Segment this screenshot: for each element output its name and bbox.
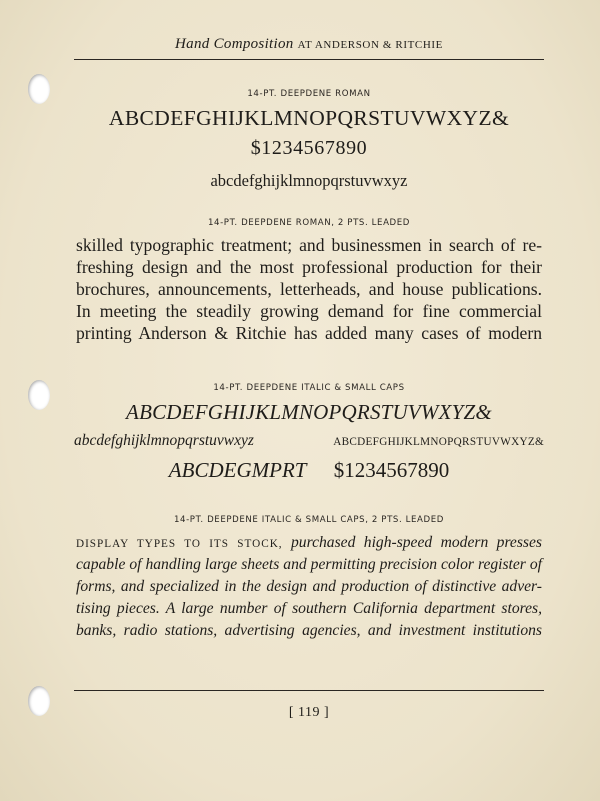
section1-lowercase: abcdefghijklmnopqrstuvwxyz: [210, 171, 408, 190]
running-head-title: Hand Composition: [175, 36, 294, 52]
section3-label: 14-PT. DEEPDENE ITALIC & SMALL CAPS: [213, 383, 405, 393]
section2-paragraph: [76, 234, 542, 344]
binder-hole-middle: [28, 380, 50, 410]
binder-hole-bottom: [28, 686, 50, 716]
paragraph-line: capable of handling large sheets and permitting precision color register of: [76, 556, 542, 573]
section3-row: [74, 432, 544, 450]
section3-small-caps: ABCDEFGHIJKLMNOPQRSTUVWXYZ&: [333, 436, 544, 448]
running-head: [74, 36, 544, 53]
paragraph-line: [76, 532, 542, 554]
paragraph-line: In meeting the steadily growing demand for fine commercial: [76, 301, 542, 321]
section3-italic-caps: ABCDEFGHIJKLMNOPQRSTUVWXYZ&: [126, 400, 492, 424]
section4-paragraph: [76, 532, 542, 642]
section4-label: 14-PT. DEEPDENE ITALIC & SMALL CAPS, 2 PTS. LEADED: [173, 515, 445, 525]
paragraph-line: forms, and specialized in the design and production of distinctive adver-: [76, 578, 542, 595]
paragraph-line: freshing design and the most professional production for their: [76, 257, 542, 277]
section3-italic-lowercase: abcdefghijklmnopqrstuvwxyz: [74, 432, 254, 449]
first-line-rest: purchased high-speed modern presses: [290, 534, 542, 551]
paragraph-line: printing Anderson & Ritchie has added many cases of modern: [76, 323, 542, 343]
lead-small-caps: DISPLAY TYPES TO ITS STOCK,: [76, 538, 283, 550]
section1-figures: $1234567890: [250, 137, 368, 159]
paragraph-line: brochures, announcements, letterheads, and house publications.: [76, 279, 542, 299]
running-head-caps: AT ANDERSON & RITCHIE: [297, 39, 443, 51]
page-number: [ 119 ]: [288, 705, 330, 720]
section3-swash-caps: ABCDEGMPRT: [168, 458, 307, 482]
section3-figures: $1234567890: [333, 458, 450, 482]
section3-swash-row: [74, 458, 544, 483]
paragraph-line: banks, radio stations, advertising agencies, and investment institutions: [76, 622, 542, 639]
section1-label: 14-PT. DEEPDENE ROMAN: [247, 89, 371, 99]
paragraph-line: skilled typographic treatment; and businessmen in search of re-: [76, 235, 542, 255]
bottom-rule: [74, 690, 544, 691]
binder-hole-top: [28, 74, 50, 104]
section1-caps: ABCDEFGHIJKLMNOPQRSTUVWXYZ&: [108, 106, 510, 130]
paragraph-line: tising pieces. A large number of southern California department stores,: [76, 600, 542, 617]
section2-label: 14-PT. DEEPDENE ROMAN, 2 PTS. LEADED: [207, 218, 411, 228]
top-rule: [74, 59, 544, 60]
